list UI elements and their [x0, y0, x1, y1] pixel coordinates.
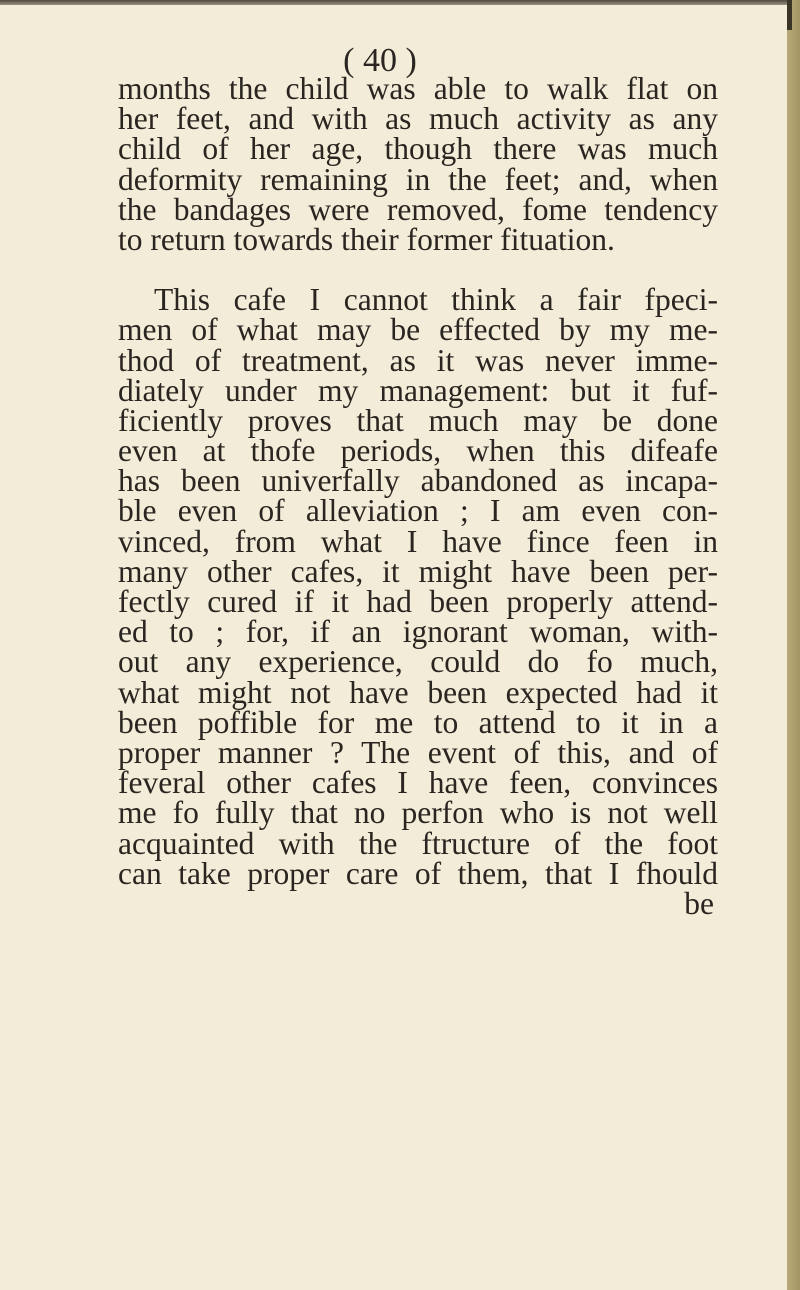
text-line: what might not have been expected had it: [118, 674, 718, 710]
text-line: acquainted with the ftructure of the foot: [118, 825, 718, 861]
text-line: proper manner ? The event of this, and of: [118, 734, 718, 770]
page-number: ( 40 ): [343, 42, 417, 79]
body-text: [118, 71, 718, 921]
text-line: fectly cured if it had been properly attend-: [118, 584, 718, 619]
text-line: has been univerfally abandoned as incapa-: [118, 463, 718, 499]
text-line: feveral other cafes I have feen, convinces: [118, 765, 718, 801]
text-line: can take proper care of them, that I fhould: [118, 855, 718, 891]
catchword: be: [684, 885, 714, 921]
text-line: ble even of alleviation ; I am even con-: [118, 493, 718, 529]
text-line: diately under my management: but it fuf-: [118, 372, 718, 408]
text-line: child of her age, though there was much: [118, 131, 718, 167]
page-right-edge: [787, 0, 800, 1290]
text-line: her feet, and with as much activity as any: [118, 101, 718, 137]
text-line: the bandages were removed, fome tendency: [118, 191, 718, 227]
text-line: men of what may be effected by my me-: [118, 312, 718, 348]
page-top-edge: [0, 0, 800, 5]
page-corner-shadow: [787, 0, 792, 30]
text-line: even at thofe periods, when this difeafe: [118, 433, 718, 469]
text-line: been poffible for me to attend to it in a: [118, 704, 718, 740]
text-line: me fo fully that no perfon who is not well: [118, 795, 718, 831]
paragraph-gap: [118, 255, 718, 285]
text-line: to return towards their former fituation.: [118, 221, 615, 257]
text-line: deformity remaining in the feet; and, when: [118, 161, 718, 197]
text-line: thod of treatment, as it was never imme-: [118, 342, 718, 378]
text-line: vinced, from what I have fince feen in: [118, 523, 718, 559]
text-line: out any experience, could do fo much,: [118, 644, 718, 680]
text-line: This cafe I cannot think a fair fpeci-: [154, 282, 718, 318]
text-line: ficiently proves that much may be done: [118, 402, 718, 438]
text-line: months the child was able to walk flat on: [118, 71, 718, 106]
text-line: many other cafes, it might have been per-: [118, 553, 718, 589]
text-line: ed to ; for, if an ignorant woman, with-: [118, 614, 718, 650]
